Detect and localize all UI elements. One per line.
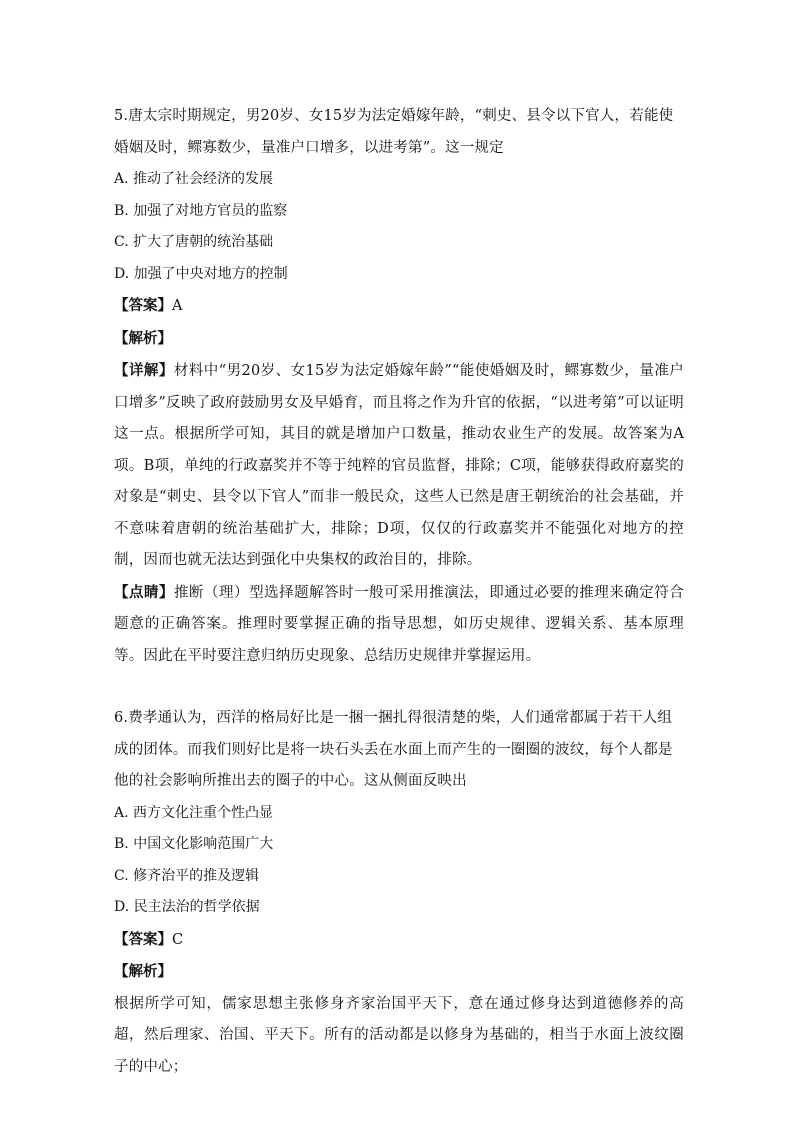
- option-c: C. 扩大了唐朝的统治基础: [114, 234, 274, 250]
- tip-label: 【点睛】: [114, 583, 175, 601]
- option-d: D. 加强了中央对地方的控制: [114, 265, 288, 282]
- detail-text: 材料中“男20岁、女15岁为法定婚嫁年龄”“能使婚姻及时，鳏寡数少，量准户口增多”反映了政府鼓励男女及早婚育，而且将之作为升官的依据，“以进考第”可以证明这一点。根据所学可知，其目的就是增加户口数量，推动农业生产的发展。故答案为A项。B项，单纯的行政嘉奖并不等于纯粹的官员监督，排除；C项，能够获得政府嘉奖的对象是“刺史、县令以下官人”而非一般民众，这些人已然是唐王朝统治的社会基础，并不意味着唐朝的统治基础扩大，排除；D项，仅仅的行政嘉奖并不能强化对地方的控制，因而也就无法达到强化中央集权的政治目的，排除。: [114, 363, 684, 568]
- document-page: [114, 101, 684, 1083]
- option-a: A. 西方文化注重个性凸显: [114, 804, 274, 821]
- analysis-line: [114, 956, 684, 989]
- answer-line: [114, 924, 684, 957]
- question-stem: 5.唐太宗时期规定，男20岁、女15岁为法定婚嫁年龄，“刺史、县令以下官人，若能使婚姻及时，鳏寡数少，量准户口增多，以进考第”。这一规定: [114, 108, 674, 156]
- option-b: B. 中国文化影响范围广大: [114, 836, 274, 852]
- analysis-label: 【解析】: [114, 329, 172, 347]
- analysis-paragraph: 根据所学可知，儒家思想主张修身齐家治国平天下，意在通过修身达到道德修养的高超，然后理家、治国、平天下。所有的活动都是以修身为基础的，相当于水面上波纹圈子的中心；: [114, 995, 684, 1075]
- question-gap: [114, 672, 684, 703]
- answer-label: 【答案】: [114, 297, 172, 314]
- detail-label: 【详解】: [114, 362, 174, 379]
- tip-text: 推断（理）型选择题解答时一般可采用推演法，即通过必要的推理来确定符合题意的正确答案。推理时要掌握正确的指导思想，如历史规律、逻辑关系、基本原理等。因此在平时要注意归纳历史现象、总结历史规律并掌握运用。: [114, 584, 684, 664]
- answer-value: A: [172, 298, 183, 314]
- detail-paragraph: [114, 355, 684, 577]
- question-5: [114, 101, 684, 672]
- tip-paragraph: [114, 577, 684, 673]
- answer-value: C: [172, 931, 184, 948]
- analysis-line: [114, 323, 684, 356]
- answer-line: [114, 290, 684, 323]
- option-c: C. 修齐治平的推及逻辑: [114, 867, 260, 884]
- option-d: D. 民主法治的哲学依据: [114, 899, 260, 915]
- question-6: [114, 703, 684, 1083]
- question-stem: 6.费孝通认为，西洋的格局好比是一捆一捆扎得很清楚的柴，人们通常都属于若干人组成的团体。而我们则好比是将一块石头丢在水面上而产生的一圈圈的波纹，每个人都是他的社会影响所推出去的圈子的中心。这从侧面反映出: [114, 710, 673, 789]
- analysis-label: 【解析】: [114, 963, 172, 980]
- option-a: A. 推动了社会经济的发展: [114, 171, 274, 187]
- answer-label: 【答案】: [114, 930, 172, 948]
- option-b: B. 加强了对地方官员的监察: [114, 202, 288, 219]
